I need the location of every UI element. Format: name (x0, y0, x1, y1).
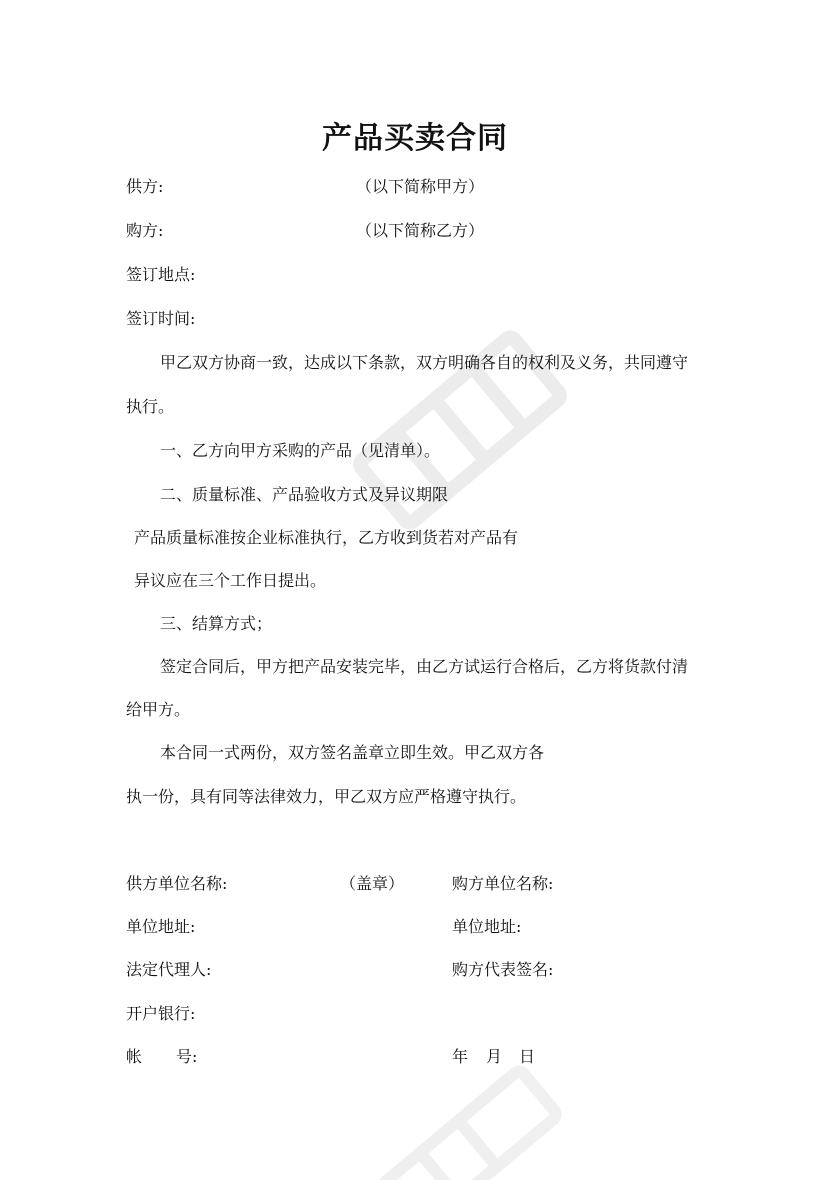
account-label-char2: 号: (176, 1047, 198, 1066)
clause-3-line1: 签定合同后，甲方把产品安装完毕，由乙方试运行合格后，乙方将货款付清 (160, 657, 689, 676)
clause-3-heading: 三、结算方式； (160, 614, 273, 633)
watermark-graphic-bottom (360, 1060, 580, 1180)
clause-1: 一、乙方向甲方采购的产品（见清单）。 (160, 441, 441, 460)
buyer-label: 购方: (126, 221, 164, 240)
supplier-address-label: 单位地址: (126, 917, 196, 936)
date-year: 年 (452, 1047, 469, 1066)
signing-place-label: 签订地点: (126, 265, 196, 284)
intro-paragraph-line1: 甲乙双方协商一致，达成以下条款，双方明确各自的权利及义务，共同遵守 (160, 353, 689, 372)
date-month: 月 (486, 1047, 503, 1066)
supplier-name-label: 供方单位名称: (126, 874, 228, 893)
intro-paragraph-line2: 执行。 (126, 397, 175, 416)
clause-2-line1: 产品质量标准按企业标准执行，乙方收到货若对产品有 (134, 528, 519, 547)
supplier-label: 供方: (126, 177, 164, 196)
clause-2-line2: 异议应在三个工作日提出。 (134, 571, 327, 590)
buyer-name-label: 购方单位名称: (452, 874, 554, 893)
signing-time-label: 签订时间: (126, 309, 196, 328)
buyer-representative-label: 购方代表签名: (452, 960, 554, 979)
buyer-note: （以下简称乙方） (356, 221, 485, 240)
clause-3-line2: 给甲方。 (126, 700, 191, 719)
watermark-graphic (330, 300, 590, 560)
legal-representative-label: 法定代理人: (126, 960, 212, 979)
buyer-address-label: 单位地址: (452, 917, 522, 936)
bank-label: 开户银行: (126, 1004, 196, 1023)
date-day: 日 (519, 1047, 536, 1066)
supplier-note: （以下简称甲方） (356, 177, 485, 196)
clause-2-heading: 二、质量标准、产品验收方式及异议期限 (160, 485, 449, 504)
seal-label: （盖章） (340, 874, 405, 893)
copies-line2: 执一份，具有同等法律效力，甲乙双方应严格遵守执行。 (126, 787, 527, 806)
copies-line1: 本合同一式两份，双方签名盖章立即生效。甲乙双方各 (160, 743, 545, 762)
account-label-char1: 帐 (126, 1047, 143, 1066)
contract-title: 产品买卖合同 (322, 121, 508, 156)
